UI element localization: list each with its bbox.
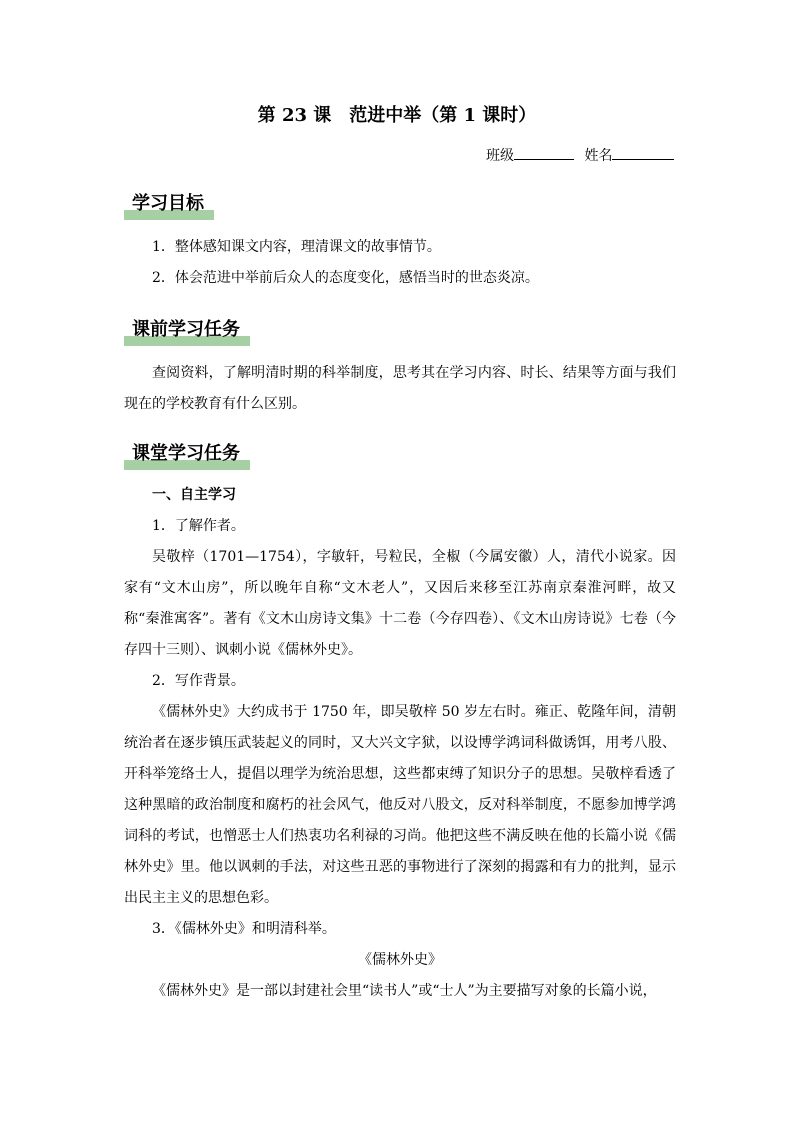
name-label: 姓名 bbox=[584, 148, 613, 164]
page-title: 第 23 课 范进中举（第 1 课时） bbox=[257, 105, 537, 126]
section-heading-label: 学习目标 bbox=[132, 193, 204, 214]
subsection-heading: 一、自主学习 bbox=[152, 487, 236, 503]
goals-list bbox=[124, 232, 676, 294]
section-heading-label: 课前学习任务 bbox=[132, 319, 240, 340]
item-heading: 1．了解作者。 bbox=[152, 518, 245, 534]
section-heading-inclass bbox=[124, 442, 250, 470]
section-heading-label: 课堂学习任务 bbox=[132, 443, 240, 464]
book-heading: 《儒林外史》 bbox=[358, 952, 442, 968]
name-blank[interactable] bbox=[612, 145, 674, 160]
item-heading: 2．写作背景。 bbox=[152, 673, 245, 689]
goal-item: 1．整体感知课文内容，理清课文的故事情节。 bbox=[152, 239, 441, 255]
name-fields bbox=[486, 145, 674, 165]
book-paragraph: 《儒林外史》是一部以封建社会里“读书人”或“士人”为主要描写对象的长篇小说， bbox=[152, 983, 657, 999]
author-paragraph: 吴敬梓（1701—1754），字敏轩，号粒民，全椒（今属安徽）人，清代小说家。因家有“文木山房”，所以晚年自称“文木老人”，又因后来移至江苏南京秦淮河畔，故又称“秦淮寓客”。著有《文木山房诗文集》十二卷（今存四卷）、《文木山房诗说》七卷（今存四十三则）、讽刺小说《儒林外史》。 bbox=[124, 549, 676, 658]
class-label: 班级 bbox=[486, 148, 514, 164]
item-heading: 3．《儒林外史》和明清科举。 bbox=[152, 921, 336, 937]
class-blank[interactable] bbox=[514, 145, 574, 160]
section-heading-goals bbox=[124, 192, 214, 220]
inclass-content bbox=[124, 480, 676, 1007]
background-paragraph: 《儒林外史》大约成书于 1750 年，即吴敬梓 50 岁左右时。雍正、乾隆年间，清朝统治者在逐步镇压武装起义的同时，又大兴文字狱，以设博学鸿词科做诱饵，用考八股、开科举笼络士人，提倡以理学为统治思想，这些都束缚了知识分子的思想。吴敬梓看透了这种黑暗的政治制度和腐朽的社会风气，他反对八股文，反对科举制度，不愿参加博学鸿词科的考试，也憎恶士人们热衷功名利禄的习尚。他把这些不满反映在他的长篇小说《儒林外史》里。他以讽刺的手法，对这些丑恶的事物进行了深刻的揭露和有力的批判，显示出民主主义的思想色彩。 bbox=[124, 704, 676, 906]
goal-item: 2．体会范进中举前后众人的态度变化，感悟当时的世态炎凉。 bbox=[152, 270, 539, 286]
section-heading-preclass bbox=[124, 318, 250, 346]
preclass-text: 查阅资料，了解明清时期的科举制度，思考其在学习内容、时长、结果等方面与我们现在的学校教育有什么区别。 bbox=[124, 365, 676, 412]
